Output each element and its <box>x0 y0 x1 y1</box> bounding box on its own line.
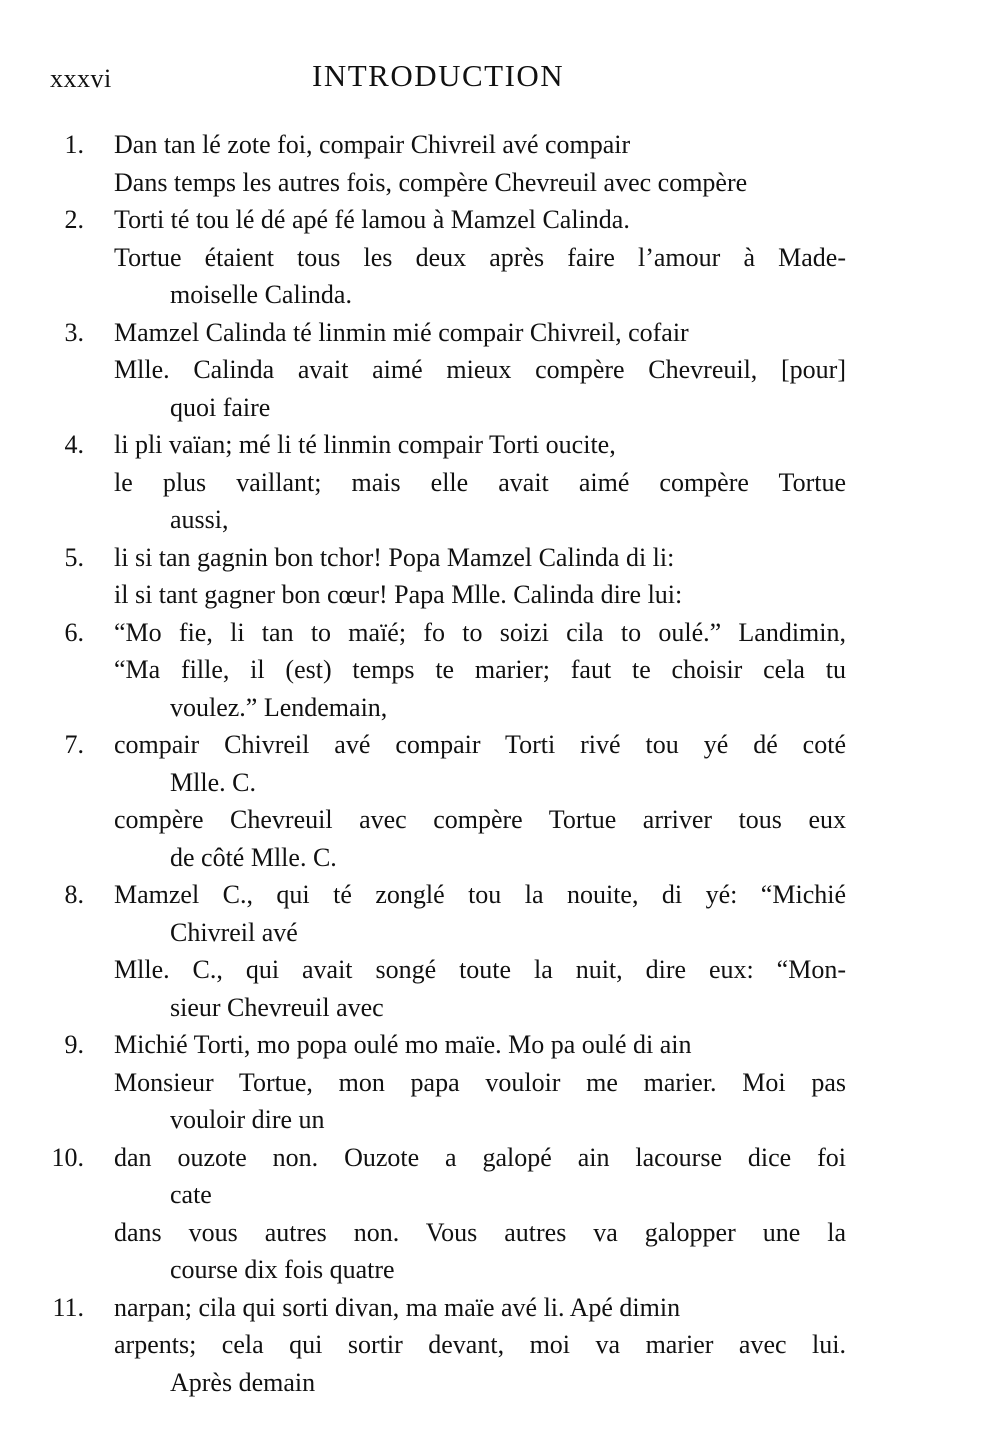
french-text: le plus vaillant; mais elle avait aimé compère Tortue <box>114 467 846 497</box>
creole-line-continued <box>0 914 1000 952</box>
french-text: Monsieur Tortue, mon papa vouloir me marier. Moi pas <box>114 1067 846 1097</box>
verse-7 <box>0 726 1000 876</box>
french-text: course dix fois quatre <box>170 1255 395 1284</box>
verse-number: 4. <box>64 430 84 459</box>
french-text: moiselle Calinda. <box>170 280 352 309</box>
french-line-continued <box>0 501 1000 539</box>
french-text: dans vous autres non. Vous autres va galopper une la <box>114 1217 846 1247</box>
french-line-continued <box>0 389 1000 427</box>
french-line-continued <box>0 1101 1000 1139</box>
running-title: INTRODUCTION <box>312 58 565 93</box>
verse-5 <box>0 539 1000 614</box>
creole-line <box>0 1139 1000 1177</box>
french-line-continued <box>0 1251 1000 1289</box>
creole-text: Mlle. C. <box>170 767 256 797</box>
french-text: aussi, <box>170 505 229 534</box>
french-line <box>0 164 1000 202</box>
creole-line <box>0 426 1000 464</box>
french-text: Dans temps les autres fois, compère Chevreuil avec compère <box>114 167 748 197</box>
french-line <box>0 351 1000 389</box>
verse-4 <box>0 426 1000 539</box>
creole-text: li pli vaïan; mé li té linmin compair Torti oucite, <box>114 430 616 459</box>
verse-number: 10. <box>51 1142 84 1172</box>
french-text: compère Chevreuil avec compère Tortue arriver tous eux <box>114 805 846 834</box>
verse-11 <box>0 1289 1000 1402</box>
french-line <box>0 1326 1000 1364</box>
page-header <box>50 58 950 102</box>
creole-text: Mamzel C., qui té zonglé tou la nouite, di yé: “Michié <box>114 880 846 909</box>
french-text: arpents; cela qui sortir devant, moi va marier avec lui. <box>114 1330 846 1359</box>
french-text: il si tant gagner bon cœur! Papa Mlle. Calinda dire lui: <box>114 580 683 609</box>
creole-line <box>0 314 1000 352</box>
french-line <box>0 576 1000 614</box>
creole-text: dan ouzote non. Ouzote a galopé ain lacourse dice foi <box>114 1142 846 1172</box>
creole-line <box>0 201 1000 239</box>
french-line-continued <box>0 1364 1000 1402</box>
verse-3 <box>0 314 1000 427</box>
french-text: sieur Chevreuil avec <box>170 992 384 1022</box>
page-number: xxxvi <box>50 64 112 93</box>
creole-line-continued <box>0 1176 1000 1214</box>
creole-line <box>0 539 1000 577</box>
verse-number: 8. <box>64 880 84 909</box>
creole-line <box>0 1026 1000 1064</box>
verse-8 <box>0 876 1000 1026</box>
french-line <box>0 951 1000 989</box>
french-text: “Ma fille, il (est) temps te marier; faut te choisir cela tu <box>114 655 846 684</box>
verse-number: 9. <box>64 1030 84 1059</box>
french-line <box>0 1214 1000 1252</box>
creole-text: li si tan gagnin bon tchor! Popa Mamzel Calinda di li: <box>114 542 675 572</box>
creole-line <box>0 876 1000 914</box>
french-text: Tortue étaient tous les deux après faire l’amour à Made- <box>114 242 846 272</box>
verse-10 <box>0 1139 1000 1289</box>
verse-6 <box>0 614 1000 727</box>
creole-text: Mamzel Calinda té linmin mié compair Chivreil, cofair <box>114 317 689 347</box>
french-text: voulez.” Lendemain, <box>170 692 388 722</box>
verse-1 <box>0 126 1000 201</box>
creole-line <box>0 1289 1000 1327</box>
french-line-continued <box>0 689 1000 727</box>
verse-2 <box>0 201 1000 314</box>
creole-text: Dan tan lé zote foi, compair Chivreil avé compair <box>114 130 631 159</box>
french-text: Mlle. C., qui avait songé toute la nuit, dire eux: “Mon- <box>114 955 846 984</box>
french-line <box>0 464 1000 502</box>
verse-number: 1. <box>64 130 84 159</box>
verse-number: 6. <box>64 617 84 647</box>
french-line <box>0 1064 1000 1102</box>
creole-line <box>0 614 1000 652</box>
creole-text: compair Chivreil avé compair Torti rivé tou yé dé coté <box>114 730 846 759</box>
creole-text: Michié Torti, mo popa oulé mo maïe. Mo pa oulé di ain <box>114 1030 692 1059</box>
verse-9 <box>0 1026 1000 1139</box>
creole-text: Chivreil avé <box>170 917 298 947</box>
french-line <box>0 239 1000 277</box>
verse-number: 3. <box>64 317 84 347</box>
creole-line <box>0 126 1000 164</box>
creole-line-continued <box>0 764 1000 802</box>
french-line <box>0 651 1000 689</box>
french-line-continued <box>0 839 1000 877</box>
french-text: quoi faire <box>170 392 271 422</box>
french-line <box>0 801 1000 839</box>
french-text: de côté Mlle. C. <box>170 842 337 872</box>
creole-line <box>0 726 1000 764</box>
verse-number: 5. <box>64 542 84 572</box>
verse-list <box>0 126 1000 1401</box>
french-text: vouloir dire un <box>170 1105 325 1134</box>
french-text: Mlle. Calinda avait aimé mieux compère Chevreuil, [pour] <box>114 355 846 384</box>
verse-number: 11. <box>52 1292 84 1322</box>
creole-text: cate <box>170 1180 212 1209</box>
creole-text: “Mo fie, li tan to maïé; fo to soizi cila to oulé.” Landimin, <box>114 617 846 647</box>
verse-number: 7. <box>64 730 84 759</box>
creole-text: narpan; cila qui sorti divan, ma maïe avé li. Apé dimin <box>114 1292 681 1322</box>
verse-number: 2. <box>64 205 84 234</box>
french-text: Après demain <box>170 1367 316 1397</box>
creole-text: Torti té tou lé dé apé fé lamou à Mamzel Calinda. <box>114 205 630 234</box>
french-line-continued <box>0 989 1000 1027</box>
french-line-continued <box>0 276 1000 314</box>
